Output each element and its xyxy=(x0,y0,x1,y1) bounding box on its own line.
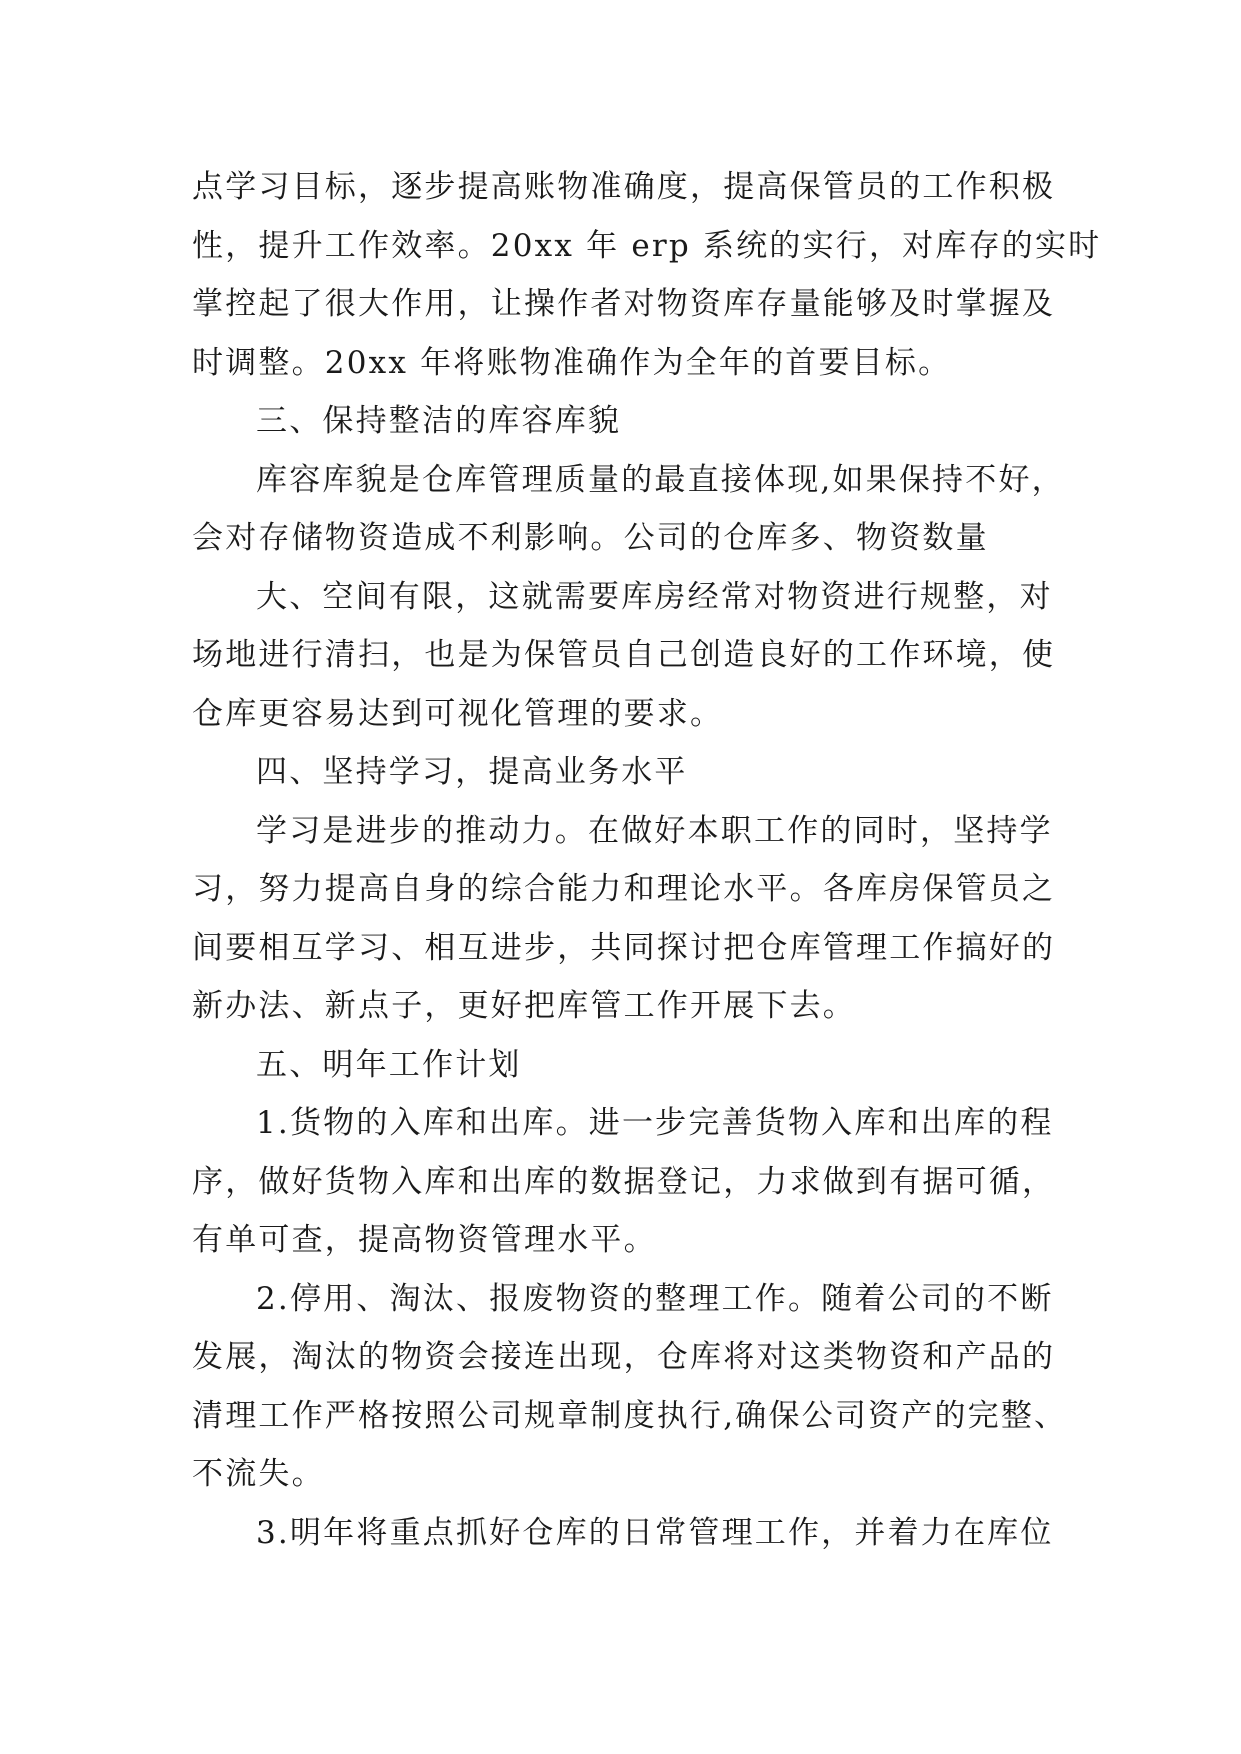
text-line: 场地进行清扫，也是为保管员自己创造良好的工作环境，使 xyxy=(192,637,1056,673)
list-item-text: 1.货物的入库和出库。进一步完善货物入库和出库的程 xyxy=(256,1105,1054,1141)
text-line: 发展，淘汰的物资会接连出现，仓库将对这类物资和产品的 xyxy=(192,1339,1056,1375)
text-line: 清理工作严格按照公司规章制度执行,确保公司资产的完整、 xyxy=(192,1397,1068,1434)
list-item-text: 3.明年将重点抓好仓库的日常管理工作，并着力在库位 xyxy=(256,1514,1054,1551)
text-line: 间要相互学习、相互进步，共同探讨把仓库管理工作搞好的 xyxy=(192,929,1056,966)
text-line: 不流失。 xyxy=(192,1456,325,1492)
text-line: 大、空间有限，这就需要库房经常对物资进行规整，对 xyxy=(256,578,1053,615)
list-item-text: 2.停用、淘汰、报废物资的整理工作。随着公司的不断 xyxy=(256,1280,1054,1317)
text-line: 仓库更容易达到可视化管理的要求。 xyxy=(192,695,724,732)
text-line: 库容库貌是仓库管理质量的最直接体现,如果保持不好， xyxy=(256,461,1065,498)
document-body xyxy=(192,158,1102,1562)
text-line: 有单可查，提高物资管理水平。 xyxy=(192,1222,657,1258)
section-heading: 三、保持整洁的库容库貌 xyxy=(256,403,622,439)
text-line: 时调整。20xx 年将账物准确作为全年的首要目标。 xyxy=(192,344,952,381)
section-heading: 四、坚持学习，提高业务水平 xyxy=(256,754,688,790)
text-line: 序，做好货物入库和出库的数据登记，力求做到有据可循， xyxy=(192,1163,1056,1200)
text-line: 点学习目标，逐步提高账物准确度，提高保管员的工作积极 xyxy=(192,169,1056,205)
text-line: 学习是进步的推动力。在做好本职工作的同时，坚持学 xyxy=(256,812,1053,849)
section-heading: 五、明年工作计划 xyxy=(256,1046,522,1083)
text-line: 掌控起了很大作用，让操作者对物资库存量能够及时掌握及 xyxy=(192,286,1056,322)
text-line: 新办法、新点子，更好把库管工作开展下去。 xyxy=(192,988,856,1024)
text-line: 习，努力提高自身的综合能力和理论水平。各库房保管员之 xyxy=(192,871,1056,907)
text-line: 会对存储物资造成不利影响。公司的仓库多、物资数量 xyxy=(192,520,989,556)
text-line: 性，提升工作效率。20xx 年 erp 系统的实行，对库存的实时 xyxy=(192,227,1102,264)
